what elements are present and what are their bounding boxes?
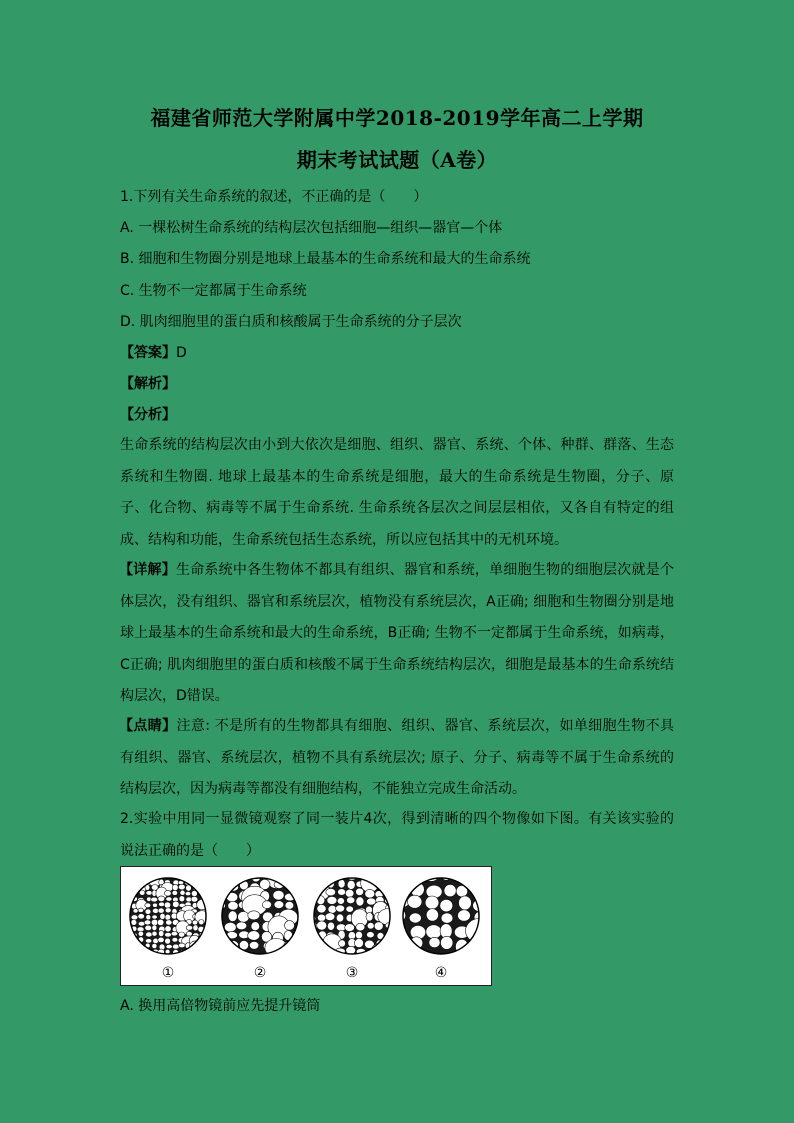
question-1-option-a: A. 一棵松树生命系统的结构层次包括细胞—组织—器官—个体 — [120, 220, 503, 236]
detail-text: 生命系统中各生物体不都具有组织、器官和系统，单细胞生物的细胞层次就是个体层次，没有组织、器官和系统层次，植物没有系统层次，A正确; 细胞和生物圈分别是地球上最基本的生命系统和最大的生命系统，B正确; 生物不一定都属于生命系统，如病毒，C正确; 肌肉细胞里的蛋白质和核酸不属于生命系统结构层次，细胞是最基本的生命系统结构层次，D错误。 — [120, 562, 675, 704]
tip-tag: 【点睛】 — [119, 718, 177, 734]
question-1-option-d: D. 肌肉细胞里的蛋白质和核酸属于生命系统的分子层次 — [120, 314, 462, 330]
question-1-option-b: B. 细胞和生物圈分别是地球上最基本的生命系统和最大的生命系统 — [120, 251, 531, 267]
tip-text: 注意: 不是所有的生物都具有细胞、组织、器官、系统层次，如单细胞生物不具有组织、器官、系统层次，植物不具有系统层次; 原子、分子、病毒等不属于生命系统的结构层次，因为病毒等都没有细胞结构，不能独立完成生命活动。 — [120, 718, 675, 797]
question-1-stem: 1.下列有关生命系统的叙述，不正确的是（ ） — [120, 189, 428, 205]
answer-tag: 【答案】 — [120, 345, 176, 361]
answer-line — [120, 343, 187, 363]
figure-label-4: ④ — [434, 965, 448, 981]
figure-label-2: ② — [253, 965, 267, 981]
tip-paragraph — [120, 711, 674, 806]
microscope-view-3 — [306, 870, 400, 961]
page-title-line-2: 期末考试试题（A卷） — [296, 148, 498, 172]
fenxi-tag: 【分析】 — [120, 407, 176, 423]
question-2-option-a: A. 换用高倍物镜前应先提升镜筒 — [120, 998, 321, 1014]
answer-value: D — [176, 345, 187, 361]
microscope-view-images — [121, 867, 491, 985]
question-2-stem: 2.实验中用同一显微镜观察了同一装片4次，得到清晰的四个物像如下图。有关该实验的说法正确的是（ ） — [120, 811, 674, 859]
detail-paragraph — [120, 555, 674, 713]
analysis-tag: 【解析】 — [120, 376, 176, 392]
fenxi-paragraph: 生命系统的结构层次由小到大依次是细胞、组织、器官、系统、个体、种群、群落、生态系统和生物圈. 地球上最基本的生命系统是细胞，最大的生命系统是生物圈，分子、原子、化合物、病毒等不属于生命系统. 生命系统各层次之间层层相依，又各自有特定的组成、结构和功能，生命系统包括生态系统，所以应包括其中的无机环境。 — [120, 437, 674, 548]
microscope-view-2 — [214, 867, 301, 957]
page-title-line-1: 福建省师范大学附属中学2018-2019学年高二上学期 — [150, 106, 644, 130]
microscope-figure — [120, 866, 492, 986]
microscope-view-4 — [392, 867, 491, 954]
figure-label-1: ① — [161, 965, 175, 981]
microscope-view-1 — [121, 870, 209, 958]
question-1-option-c: C. 生物不一定都属于生命系统 — [120, 283, 307, 299]
detail-tag: 【详解】 — [119, 562, 176, 578]
figure-label-3: ③ — [345, 965, 359, 981]
